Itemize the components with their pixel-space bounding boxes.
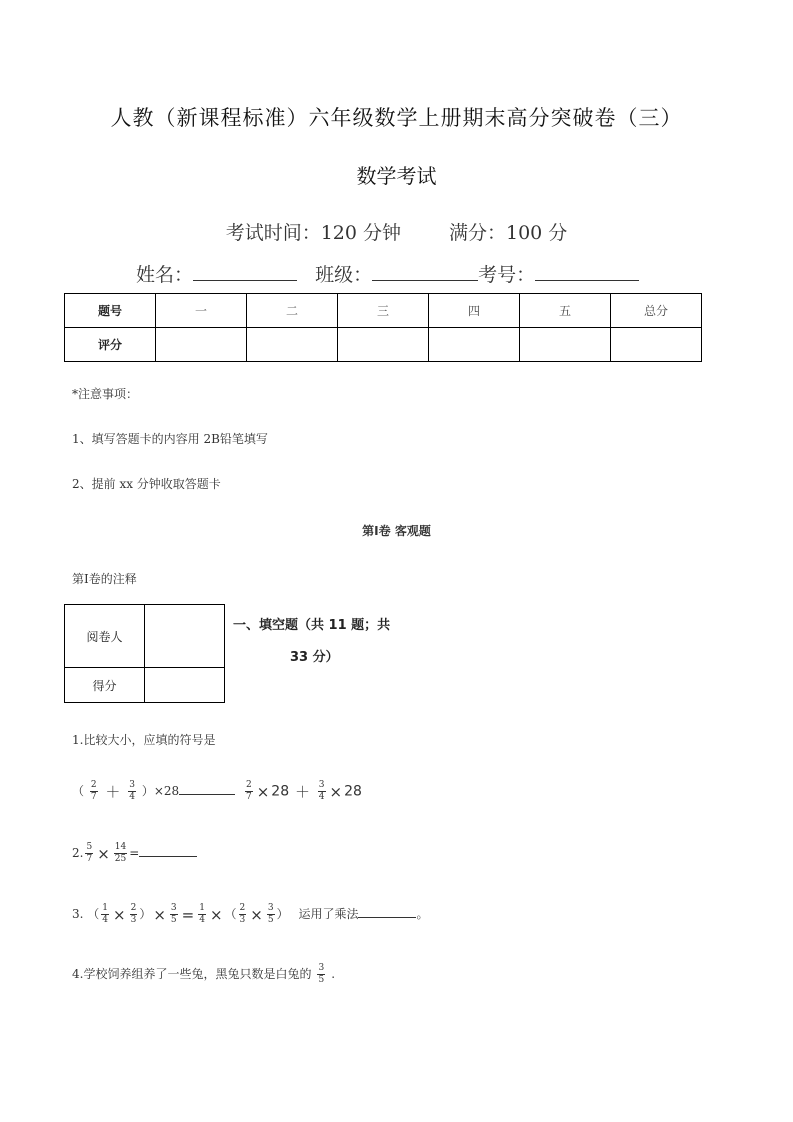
notes-heading: *注意事项： xyxy=(72,387,139,401)
fraction-3-5: $\frac{3}{5}$ xyxy=(267,903,274,925)
exam-title: 人教（新课程标准）六年级数学上册期末高分突破卷（三） xyxy=(110,106,683,130)
fraction-5-7: $\frac{5}{7}$ xyxy=(86,842,93,864)
exam-time: 考试时间：120 分钟 xyxy=(225,222,401,244)
question-2-number: 2. xyxy=(72,846,84,860)
fraction-2-3: $\frac{2}{3}$ xyxy=(130,903,137,925)
times-sign: × xyxy=(256,782,270,801)
plus-sign: ＋ xyxy=(105,783,121,801)
id-label: 考号： xyxy=(478,264,536,286)
grader-score-cell[interactable] xyxy=(145,668,225,703)
reader-cell[interactable] xyxy=(145,605,225,668)
score-table xyxy=(64,293,702,362)
id-blank[interactable] xyxy=(535,264,639,281)
answer-blank-2[interactable] xyxy=(139,845,197,857)
exam-subtitle: 数学考试 xyxy=(356,164,437,188)
times-sign: × xyxy=(209,905,223,924)
score-table-score-row xyxy=(65,328,702,362)
score-table-header-row xyxy=(65,294,702,328)
score-col-5: 五 xyxy=(520,294,611,328)
score-cell[interactable] xyxy=(429,328,520,362)
class-blank[interactable] xyxy=(372,264,478,281)
name-label: 姓名： xyxy=(136,264,194,286)
score-cell[interactable] xyxy=(247,328,338,362)
fraction-3-5: $\frac{3}{5}$ xyxy=(318,963,325,985)
times-sign: × xyxy=(329,782,343,801)
fraction-2-7: $\frac{2}{7}$ xyxy=(90,780,97,802)
question-3-number: 3. （ xyxy=(72,907,100,921)
score-cell[interactable] xyxy=(338,328,429,362)
score-col-total: 总分 xyxy=(611,294,702,328)
question-4 xyxy=(72,963,335,986)
plus-sign: ＋ xyxy=(294,783,310,801)
question-4-text: 4.学校饲养组养了一些兔，黑兔只数是白兔的 xyxy=(72,967,312,981)
section1-points: 33 分） xyxy=(290,650,339,665)
score-col-3: 三 xyxy=(338,294,429,328)
grader-table xyxy=(64,604,225,703)
times-sign: × xyxy=(113,905,126,924)
part1-note: 第Ⅰ卷的注释 xyxy=(72,572,137,586)
fraction-1-4: $\frac{1}{4}$ xyxy=(102,903,108,925)
times-sign: × xyxy=(153,905,166,924)
question-1-text: 1.比较大小，应填的符号是 xyxy=(72,733,216,747)
full-score: 满分：100 分 xyxy=(449,222,568,244)
answer-blank-3[interactable] xyxy=(358,906,416,918)
note-item-1: 1、填写答题卡的内容用 2B铅笔填写 xyxy=(72,432,268,446)
question-3-suffix: 运用了乘法 xyxy=(298,907,359,921)
name-blank[interactable] xyxy=(193,264,297,281)
class-label: 班级： xyxy=(315,264,373,286)
score-cell[interactable] xyxy=(520,328,611,362)
fraction-14-25: $\frac{14}{25}$ xyxy=(114,842,127,864)
paren-open: （ xyxy=(72,784,85,798)
score-col-2: 二 xyxy=(247,294,338,328)
section1-heading: 一、填空题（共 11 题；共 xyxy=(233,618,391,633)
equals-sign: = xyxy=(129,846,140,860)
fraction-3-4: $\frac{3}{4}$ xyxy=(129,780,135,802)
paren-close-times-28: ）×28 xyxy=(141,784,180,798)
part1-title: 第Ⅰ卷 客观题 xyxy=(362,524,431,538)
note-item-2: 2、提前 xx 分钟收取答题卡 xyxy=(72,477,221,491)
score-cell[interactable] xyxy=(611,328,702,362)
fraction-1-4: $\frac{1}{4}$ xyxy=(199,903,205,925)
times-sign: × xyxy=(97,844,110,863)
score-cell[interactable] xyxy=(156,328,247,362)
score-col-1: 一 xyxy=(156,294,247,328)
number-28: 28 xyxy=(344,783,362,800)
fraction-3-4: $\frac{3}{4}$ xyxy=(318,780,325,802)
paren-close: ） xyxy=(139,907,152,921)
paren-open: （ xyxy=(224,907,237,921)
answer-blank-1[interactable] xyxy=(179,783,235,795)
fraction-2-3: $\frac{2}{3}$ xyxy=(239,903,246,925)
question-3 xyxy=(72,903,428,926)
paren-close: ） xyxy=(276,907,289,921)
period: . xyxy=(331,967,336,981)
grader-score-label: 得分 xyxy=(65,668,145,703)
reader-label: 阅卷人 xyxy=(65,605,145,668)
student-info xyxy=(136,260,639,287)
score-row-label: 评分 xyxy=(65,328,156,362)
score-col-label: 题号 xyxy=(65,294,156,328)
question-1-expression xyxy=(72,780,362,803)
number-28: 28 xyxy=(271,783,290,800)
equals-sign: = xyxy=(181,905,195,924)
fraction-2-7: $\frac{2}{7}$ xyxy=(245,780,252,802)
exam-meta xyxy=(0,218,793,245)
score-col-4: 四 xyxy=(429,294,520,328)
question-2 xyxy=(72,842,197,865)
period: 。 xyxy=(416,907,429,921)
fraction-3-5: $\frac{3}{5}$ xyxy=(170,903,177,925)
times-sign: × xyxy=(250,905,263,924)
